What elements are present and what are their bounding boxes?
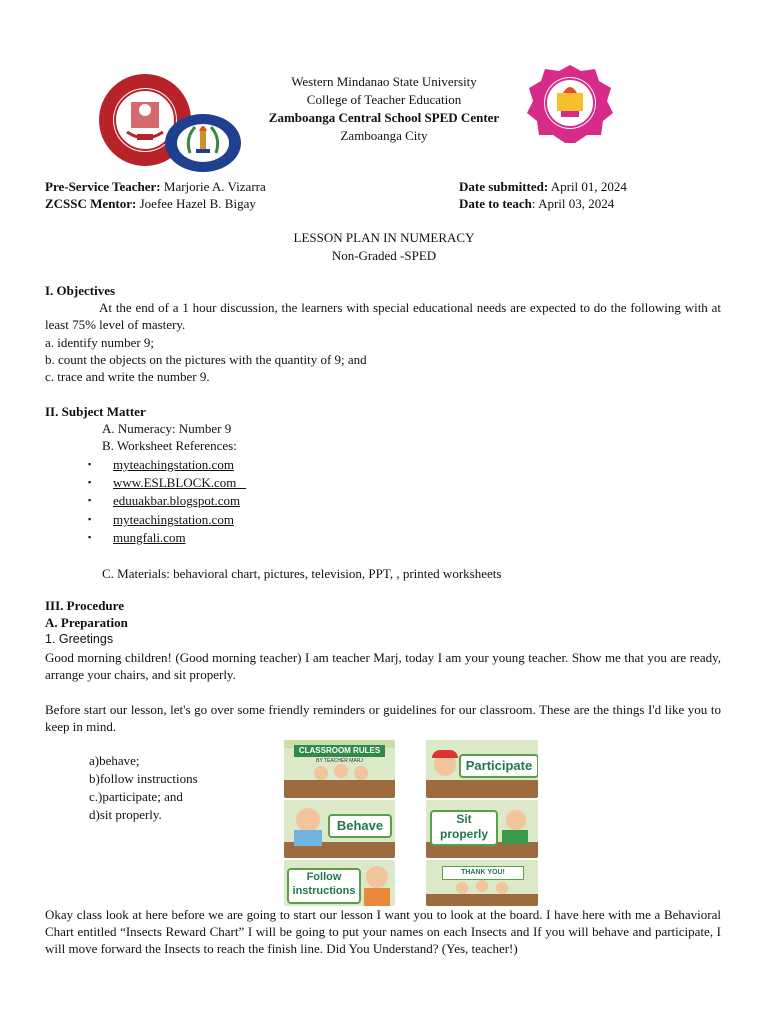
bullet-icon: ▪	[88, 495, 92, 505]
bullet-icon: ▪	[88, 532, 92, 542]
bullet-icon: ▪	[88, 514, 92, 524]
date-submitted-label: Date submitted:	[459, 179, 549, 194]
child-illustration	[496, 882, 508, 894]
child-illustration	[366, 866, 388, 888]
rule-sit-properly: d)sit properly.	[89, 807, 162, 822]
rule-participate: c.)participate; and	[89, 789, 183, 804]
mentor-line	[45, 195, 256, 212]
mentor-value: Joefee Hazel B. Bigay	[136, 196, 256, 211]
thank-you-label: THANK YOU!	[442, 866, 524, 880]
reference-link-5[interactable]: mungfali.com	[113, 530, 186, 545]
greetings-paragraph: Good morning children! (Good morning teacher) I am teacher Marj, today I am your young teacher. Show me that you are ready, arrange your chairs, and sit properly.	[45, 650, 721, 682]
greetings-heading: 1. Greetings	[45, 632, 114, 646]
objectives-heading: I. Objectives	[45, 283, 116, 298]
bullet-icon: ▪	[88, 459, 92, 469]
subject-matter-heading: II. Subject Matter	[45, 404, 146, 419]
behavioral-chart-paragraph: Okay class look at here before we are going to start our lesson I want you to look at the board. I have here with me a Behavioral Chart entitled “Insects Reward Chart” I will be going to put your names on each Insects and If you will behave and participate, I will move forward the Insects to reach the finish line. Did You Understand? (Yes, teacher!)	[45, 907, 721, 956]
reference-link-4[interactable]: myteachingstation.com	[113, 512, 234, 527]
child-shirt	[364, 888, 390, 906]
objective-a: a. identify number 9;	[45, 335, 155, 350]
sit-properly-label: Sit properly	[430, 810, 498, 846]
child-illustration	[334, 764, 348, 778]
classroom-rules-subtitle: BY TEACHER MARJ	[316, 758, 363, 764]
follow-instructions-label: Follow instructions	[287, 868, 361, 904]
mentor-label: ZCSSC Mentor:	[45, 196, 137, 211]
child-illustration	[354, 766, 368, 780]
subject-materials: C. Materials: behavioral chart, pictures, television, PPT, , printed worksheets	[102, 566, 502, 581]
subject-worksheet-references: B. Worksheet References:	[102, 438, 237, 453]
procedure-heading: III. Procedure	[45, 598, 124, 613]
objectives-intro: At the end of a 1 hour discussion, the learners with special educational needs are expected to do the following with at least 75% level of mastery.	[45, 300, 721, 332]
child-illustration	[476, 880, 488, 892]
reference-link-3[interactable]: eduuakbar.blogspot.com	[113, 493, 241, 508]
teacher-value: Marjorie A. Vizarra	[160, 179, 266, 194]
sit-properly-card	[426, 800, 538, 858]
classroom-rules-title: CLASSROOM RULES	[294, 745, 385, 757]
participate-card	[426, 740, 538, 798]
classroom-rules-card	[284, 740, 395, 798]
behave-card	[284, 800, 395, 858]
lesson-plan-title: LESSON PLAN IN NUMERACY	[293, 230, 475, 245]
objective-b: b. count the objects on the pictures with the quantity of 9; and	[45, 352, 367, 367]
city-name: Zamboanga City	[340, 128, 428, 143]
teacher-label: Pre-Service Teacher:	[45, 179, 161, 194]
preparation-heading: A. Preparation	[45, 615, 128, 630]
pre-service-teacher-line	[45, 178, 266, 195]
rule-follow-instructions: b)follow instructions	[89, 771, 198, 786]
date-submitted-line	[459, 178, 627, 195]
reference-link-2[interactable]: www.ESLBLOCK.com	[113, 475, 247, 490]
date-to-teach-label: Date to teach	[459, 196, 532, 211]
school-name: Zamboanga Central School SPED Center	[268, 110, 500, 125]
date-to-teach-line	[459, 195, 614, 212]
university-name: Western Mindanao State University	[291, 74, 477, 89]
college-name: College of Teacher Education	[306, 92, 462, 107]
participate-label: Participate	[459, 754, 538, 778]
child-illustration	[456, 882, 468, 894]
subject-numeracy: A. Numeracy: Number 9	[102, 421, 232, 436]
reminders-paragraph: Before start our lesson, let's go over some friendly reminders or guidelines for our classroom. These are the things I'd like you to keep in mind.	[45, 702, 721, 734]
rules-list	[89, 752, 198, 824]
child-illustration	[506, 810, 526, 830]
thank-you-card	[426, 860, 538, 906]
child-illustration	[296, 808, 320, 832]
reference-link-1[interactable]: myteachingstation.com	[113, 457, 234, 472]
date-submitted-value: April 01, 2024	[548, 179, 627, 194]
rule-behave: a)behave;	[89, 753, 140, 768]
objective-c: c. trace and write the number 9.	[45, 369, 210, 384]
bullet-icon: ▪	[88, 477, 92, 487]
child-shirt	[294, 830, 322, 846]
child-shirt	[502, 830, 528, 844]
behave-label: Behave	[328, 814, 392, 838]
cap-icon	[432, 750, 458, 758]
child-illustration	[314, 766, 328, 780]
follow-instructions-card	[284, 860, 395, 906]
lesson-plan-subtitle: Non-Graded -SPED	[331, 248, 437, 263]
date-to-teach-value: : April 03, 2024	[531, 196, 615, 211]
